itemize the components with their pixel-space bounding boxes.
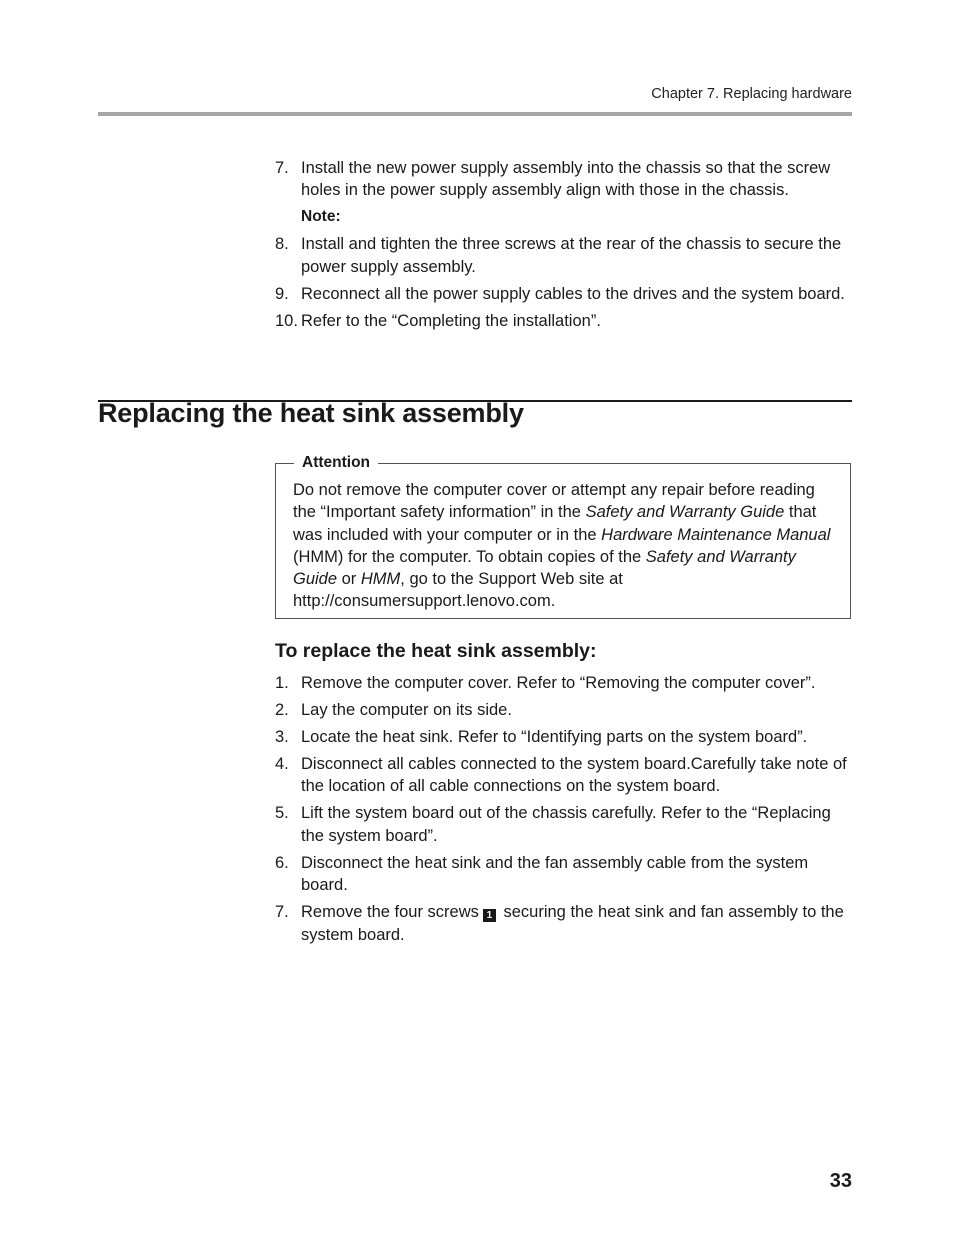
list-item: [275, 699, 855, 721]
step-number: 9.: [275, 284, 289, 303]
step-text: Install the new power supply assembly into the chassis so that the screw holes in the power supply assembly align with those in the chassis.: [301, 159, 831, 200]
step-number: 3.: [275, 728, 289, 746]
note-label: Note:: [301, 208, 341, 226]
list-item: [275, 726, 855, 748]
header-rule: [98, 112, 852, 116]
list-item: [275, 233, 855, 278]
running-head: Chapter 7. Replacing hardware: [651, 86, 852, 102]
step-number: 4.: [275, 755, 289, 773]
attention-label: Attention: [294, 454, 378, 472]
attention-box: [275, 454, 851, 619]
step-text: Disconnect all cables connected to the system board.Carefully take note of the location of all cable connections on the system board.: [301, 755, 847, 796]
procedure-steps: [275, 672, 855, 951]
page-number: 33: [829, 1170, 852, 1192]
list-item: [275, 157, 855, 202]
step-number: 1.: [275, 674, 289, 692]
attention-text: Do not remove the computer cover or attempt any repair before reading the “Important safety information” in the Safety and Warranty Guide that was included with your computer or in the Hardware Maintenance Manual (HMM) for the computer. To obtain copies of the Safety and Warranty Guide or HMM, go to the Support Web site at http://consumersupport.lenovo.com.: [293, 481, 831, 611]
step-number: 10.: [275, 311, 298, 330]
step-text: Lay the computer on its side.: [301, 701, 512, 719]
procedure-heading: To replace the heat sink assembly:: [275, 640, 597, 662]
step-text-after: securing the heat sink and fan assembly to the system board.: [301, 903, 844, 944]
step-text: Disconnect the heat sink and the fan assembly cable from the system board.: [301, 853, 809, 895]
list-item: [275, 283, 855, 305]
step-number: 6.: [275, 853, 289, 872]
step-text: Refer to the “Completing the installation”.: [301, 311, 601, 330]
step-text: Remove the computer cover. Refer to “Removing the computer cover”.: [301, 674, 816, 692]
list-item: [275, 672, 855, 694]
callout-number-icon: 1: [483, 909, 496, 922]
list-item: [275, 901, 855, 946]
list-item: [275, 802, 855, 847]
list-item: [275, 753, 855, 798]
step-text: Locate the heat sink. Refer to “Identifying parts on the system board”.: [301, 728, 808, 746]
step-number: 2.: [275, 701, 289, 719]
step-text: Lift the system board out of the chassis carefully. Refer to the “Replacing the system board”.: [301, 804, 831, 845]
power-supply-steps: [275, 157, 855, 337]
step-number: 7.: [275, 159, 289, 177]
step-number: 7.: [275, 903, 289, 922]
list-item: [275, 310, 855, 332]
step-number: 5.: [275, 804, 289, 823]
step-number: 8.: [275, 235, 289, 254]
section-title: Replacing the heat sink assembly: [98, 398, 524, 428]
list-item: [275, 852, 855, 897]
step-text-before: Remove the four screws: [301, 903, 479, 922]
step-text: Install and tighten the three screws at the rear of the chassis to secure the power supply assembly.: [301, 235, 842, 276]
step-text: Reconnect all the power supply cables to the drives and the system board.: [301, 284, 845, 303]
